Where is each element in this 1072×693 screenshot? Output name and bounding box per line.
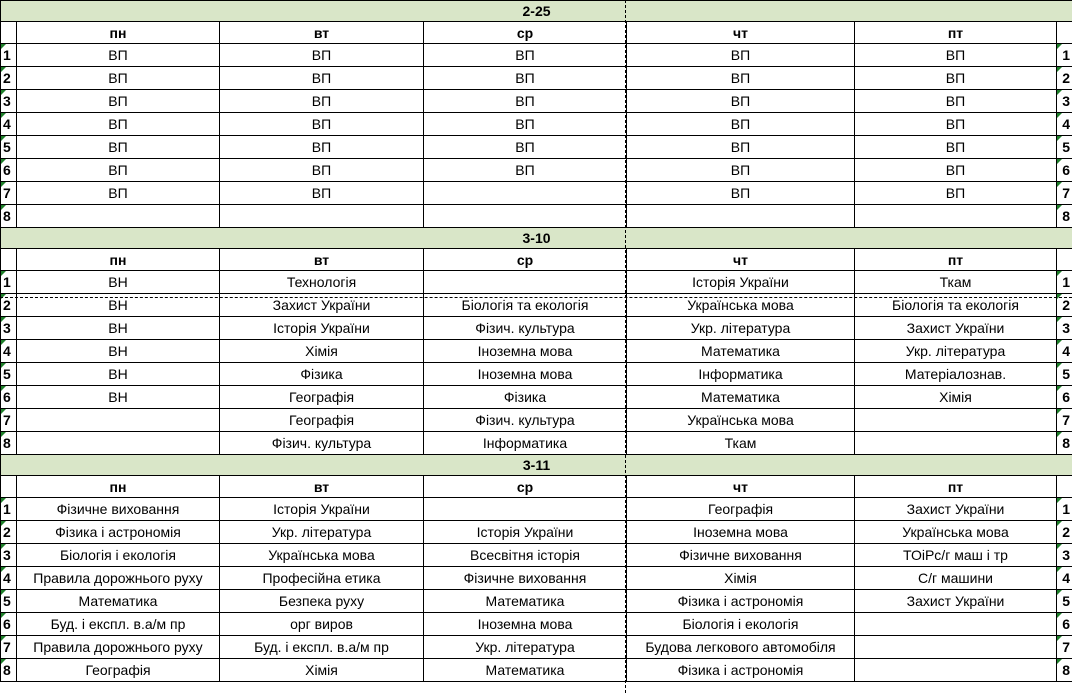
lesson-row [1,90,1072,113]
lesson-number-cell[interactable]: 7 [1,636,17,659]
lesson-cell[interactable]: Ткам [627,432,855,455]
day-header-cell[interactable]: пн [17,249,220,271]
lesson-cell[interactable]: Фізика і астрономія [627,590,855,613]
lesson-number-cell[interactable]: 2 [1057,521,1072,544]
lesson-cell[interactable]: Історія України [220,498,424,521]
lesson-cell[interactable]: ВП [627,182,855,205]
lesson-cell[interactable] [17,409,220,432]
day-header-cell[interactable]: вт [220,22,424,44]
lesson-cell[interactable] [17,432,220,455]
lesson-cell[interactable]: Математика [424,590,627,613]
lesson-number-cell[interactable]: 4 [1,113,17,136]
lesson-cell[interactable]: ВП [17,182,220,205]
corner-cell[interactable] [1057,22,1072,44]
lesson-row [1,317,1072,340]
lesson-number-cell[interactable]: 7 [1057,636,1072,659]
lesson-cell[interactable]: ВН [17,317,220,340]
lesson-cell[interactable]: ВП [855,136,1057,159]
lesson-number-cell[interactable]: 2 [1,67,17,90]
lesson-cell[interactable]: Правила дорожнього руху [17,567,220,590]
lesson-number-cell[interactable]: 4 [1,567,17,590]
lesson-cell[interactable]: ВН [17,386,220,409]
lesson-number-cell[interactable]: 8 [1,659,17,682]
lesson-cell[interactable]: орг виров [220,613,424,636]
lesson-number-cell[interactable]: 8 [1,205,17,228]
lesson-number-cell[interactable]: 3 [1,317,17,340]
lesson-cell[interactable]: Географія [220,386,424,409]
day-header-cell[interactable]: чт [627,249,855,271]
lesson-row [1,271,1072,294]
lesson-cell[interactable]: Фізич. культура [220,432,424,455]
lesson-cell[interactable]: Хімія [220,340,424,363]
section-title[interactable]: 3-11 [1,455,1072,476]
lesson-cell[interactable]: Будова легкового автомобіля [627,636,855,659]
lesson-cell[interactable]: ВН [17,294,220,317]
lesson-cell[interactable]: Українська мова [627,294,855,317]
lesson-cell[interactable]: ВП [627,90,855,113]
day-header-cell[interactable]: вт [220,249,424,271]
lesson-cell[interactable]: Інформатика [424,432,627,455]
corner-cell[interactable] [1057,476,1072,498]
lesson-row [1,636,1072,659]
lesson-cell[interactable]: ВП [424,44,627,67]
lesson-cell[interactable] [855,432,1057,455]
lesson-cell[interactable]: ВП [627,136,855,159]
lesson-cell[interactable]: ВП [17,67,220,90]
lesson-cell[interactable]: Біологія та екологія [424,294,627,317]
lesson-cell[interactable]: Інформатика [627,363,855,386]
lesson-number-cell[interactable]: 6 [1,386,17,409]
lesson-number-cell[interactable]: 8 [1057,205,1072,228]
lesson-number-cell[interactable]: 8 [1,432,17,455]
lesson-cell[interactable]: Буд. і експл. в.а/м пр [17,613,220,636]
lesson-cell[interactable]: Математика [627,340,855,363]
lesson-cell[interactable]: ВП [855,44,1057,67]
lesson-cell[interactable]: ВН [17,363,220,386]
lesson-cell[interactable]: Біологія і екологія [627,613,855,636]
lesson-cell[interactable]: Фізика [424,386,627,409]
lesson-cell[interactable]: Українська мова [627,409,855,432]
lesson-cell[interactable]: ВП [220,44,424,67]
lesson-cell[interactable] [17,205,220,228]
lesson-row [1,113,1072,136]
lesson-cell[interactable]: ВП [855,90,1057,113]
lesson-cell[interactable]: ВП [424,90,627,113]
lesson-cell[interactable]: Фізичне виховання [424,567,627,590]
lesson-number-cell[interactable]: 3 [1,544,17,567]
lesson-cell[interactable]: Безпека руху [220,590,424,613]
day-header-cell[interactable]: пт [855,249,1057,271]
lesson-cell[interactable]: Технологія [220,271,424,294]
lesson-cell[interactable]: ВП [17,90,220,113]
lesson-cell[interactable]: Фізич. культура [424,409,627,432]
lesson-number-cell[interactable]: 7 [1,182,17,205]
lesson-cell[interactable]: Захист України [855,590,1057,613]
lesson-cell[interactable] [424,205,627,228]
lesson-cell[interactable]: Фізика і астрономія [627,659,855,682]
section-title-row [1,455,1072,476]
lesson-cell[interactable]: ВП [424,113,627,136]
lesson-cell[interactable] [855,636,1057,659]
lesson-cell[interactable]: Українська мова [220,544,424,567]
lesson-number-cell[interactable]: 1 [1057,44,1072,67]
lesson-cell[interactable]: Історія України [627,271,855,294]
lesson-cell[interactable]: ВП [220,136,424,159]
lesson-cell[interactable]: Правила дорожнього руху [17,636,220,659]
lesson-number-cell[interactable]: 5 [1057,363,1072,386]
day-header-row [1,249,1072,271]
lesson-cell[interactable]: Українська мова [855,521,1057,544]
lesson-row [1,67,1072,90]
lesson-cell[interactable]: Укр. література [855,340,1057,363]
corner-cell[interactable] [1,476,17,498]
lesson-cell[interactable]: Географія [220,409,424,432]
lesson-number-cell[interactable]: 7 [1057,409,1072,432]
lesson-cell[interactable] [424,182,627,205]
section-title-row [1,228,1072,249]
lesson-cell[interactable]: Географія [17,659,220,682]
page-break-vertical [625,0,626,693]
lesson-cell[interactable]: Іноземна мова [424,363,627,386]
lesson-number-cell[interactable]: 6 [1,613,17,636]
lesson-cell[interactable]: Фізика і астрономія [17,521,220,544]
lesson-cell[interactable]: ВП [424,67,627,90]
lesson-number-cell[interactable]: 2 [1057,67,1072,90]
lesson-number-cell[interactable]: 1 [1057,271,1072,294]
lesson-cell[interactable]: ВП [627,159,855,182]
lesson-row [1,432,1072,455]
lesson-number-cell[interactable]: 6 [1,159,17,182]
day-header-cell[interactable]: вт [220,476,424,498]
lesson-number-cell[interactable]: 1 [1,44,17,67]
lesson-number-cell[interactable]: 5 [1057,590,1072,613]
lesson-number-cell[interactable]: 5 [1,363,17,386]
lesson-cell[interactable]: ВП [424,136,627,159]
lesson-cell[interactable]: ВП [220,113,424,136]
lesson-cell[interactable]: Хімія [220,659,424,682]
day-header-cell[interactable]: ср [424,22,627,44]
lesson-row [1,544,1072,567]
section-title[interactable]: 2-25 [1,1,1072,22]
lesson-number-cell[interactable]: 3 [1,90,17,113]
lesson-row [1,205,1072,228]
lesson-cell[interactable]: Фізика [220,363,424,386]
lesson-cell[interactable] [424,498,627,521]
lesson-cell[interactable]: ВН [17,271,220,294]
lesson-number-cell[interactable]: 1 [1057,498,1072,521]
lesson-number-cell[interactable]: 7 [1,409,17,432]
lesson-cell[interactable]: ВП [220,159,424,182]
day-header-cell[interactable]: чт [627,22,855,44]
lesson-cell[interactable]: Фізичне виховання [17,498,220,521]
lesson-cell[interactable]: Історія України [220,317,424,340]
lesson-cell[interactable]: Історія України [424,521,627,544]
lesson-number-cell[interactable]: 3 [1057,317,1072,340]
lesson-number-cell[interactable]: 1 [1,498,17,521]
lesson-cell[interactable]: ВН [17,340,220,363]
lesson-cell[interactable]: Математика [627,386,855,409]
lesson-number-cell[interactable]: 2 [1057,294,1072,317]
lesson-number-cell[interactable]: 4 [1057,340,1072,363]
lesson-cell[interactable]: ТОіРс/г маш і тр [855,544,1057,567]
lesson-cell[interactable]: Матеріалознав. [855,363,1057,386]
lesson-cell[interactable]: Хімія [855,386,1057,409]
lesson-cell[interactable]: ВП [220,90,424,113]
lesson-row [1,521,1072,544]
lesson-cell[interactable]: Укр. література [627,317,855,340]
lesson-cell[interactable]: Іноземна мова [424,340,627,363]
lesson-cell[interactable]: ВП [220,182,424,205]
lesson-row [1,136,1072,159]
lesson-cell[interactable] [627,205,855,228]
corner-cell[interactable] [1,249,17,271]
lesson-number-cell[interactable]: 5 [1,590,17,613]
lesson-cell[interactable]: Біологія і екологія [17,544,220,567]
lesson-row [1,386,1072,409]
lesson-cell[interactable] [855,613,1057,636]
lesson-number-cell[interactable]: 2 [1,521,17,544]
day-header-row [1,22,1072,44]
lesson-cell[interactable]: Ткам [855,271,1057,294]
lesson-cell[interactable]: Укр. література [424,636,627,659]
lesson-cell[interactable]: ВП [855,113,1057,136]
lesson-number-cell[interactable]: 6 [1057,613,1072,636]
lesson-cell[interactable] [424,271,627,294]
lesson-cell[interactable]: Всесвітня історія [424,544,627,567]
lesson-cell[interactable]: Іноземна мова [424,613,627,636]
lesson-cell[interactable]: ВП [17,136,220,159]
lesson-number-cell[interactable]: 4 [1,340,17,363]
lesson-row [1,44,1072,67]
lesson-row [1,567,1072,590]
lesson-cell[interactable]: ВП [855,182,1057,205]
lesson-row [1,340,1072,363]
lesson-cell[interactable] [855,205,1057,228]
lesson-cell[interactable]: ВП [855,67,1057,90]
lesson-cell[interactable]: ВП [17,113,220,136]
day-header-cell[interactable]: пн [17,22,220,44]
lesson-cell[interactable] [220,205,424,228]
lesson-cell[interactable]: Іноземна мова [627,521,855,544]
lesson-cell[interactable]: Буд. і експл. в.а/м пр [220,636,424,659]
lesson-cell[interactable] [855,409,1057,432]
day-header-cell[interactable]: пт [855,476,1057,498]
lesson-number-cell[interactable]: 7 [1057,182,1072,205]
day-header-cell[interactable]: чт [627,476,855,498]
lesson-row [1,613,1072,636]
day-header-cell[interactable]: пн [17,476,220,498]
lesson-number-cell[interactable]: 4 [1057,567,1072,590]
lesson-number-cell[interactable]: 3 [1057,90,1072,113]
lesson-cell[interactable]: Біологія та екологія [855,294,1057,317]
lesson-row [1,182,1072,205]
lesson-row [1,498,1072,521]
lesson-row [1,590,1072,613]
day-header-row [1,476,1072,498]
day-header-cell[interactable]: пт [855,22,1057,44]
lesson-cell[interactable]: ВП [627,113,855,136]
lesson-number-cell[interactable]: 8 [1057,659,1072,682]
lesson-number-cell[interactable]: 8 [1057,432,1072,455]
lesson-cell[interactable]: Захист України [220,294,424,317]
lesson-cell[interactable]: Захист України [855,317,1057,340]
lesson-number-cell[interactable]: 4 [1057,113,1072,136]
lesson-cell[interactable]: ВП [855,159,1057,182]
corner-cell[interactable] [1057,249,1072,271]
lesson-number-cell[interactable]: 5 [1057,136,1072,159]
lesson-cell[interactable]: Фізич. культура [424,317,627,340]
lesson-cell[interactable]: Хімія [627,567,855,590]
page-break-horizontal [0,297,1072,298]
lesson-number-cell[interactable]: 2 [1,294,17,317]
day-header-cell[interactable]: ср [424,249,627,271]
lesson-cell[interactable] [855,659,1057,682]
lesson-cell[interactable]: ВП [17,159,220,182]
lesson-row [1,659,1072,682]
lesson-cell[interactable]: ВП [17,44,220,67]
corner-cell[interactable] [1,22,17,44]
section-title[interactable]: 3-10 [1,228,1072,249]
lesson-cell[interactable]: ВП [220,67,424,90]
lesson-cell[interactable]: ВП [627,44,855,67]
lesson-number-cell[interactable]: 3 [1057,544,1072,567]
lesson-number-cell[interactable]: 1 [1,271,17,294]
lesson-row [1,409,1072,432]
lesson-number-cell[interactable]: 6 [1057,386,1072,409]
lesson-cell[interactable]: Математика [424,659,627,682]
lesson-number-cell[interactable]: 6 [1057,159,1072,182]
lesson-number-cell[interactable]: 5 [1,136,17,159]
lesson-cell[interactable]: Математика [17,590,220,613]
lesson-row [1,159,1072,182]
lesson-row [1,363,1072,386]
lesson-cell[interactable]: Укр. література [220,521,424,544]
day-header-cell[interactable]: ср [424,476,627,498]
lesson-cell[interactable]: Професійна етика [220,567,424,590]
lesson-cell[interactable]: С/г машини [855,567,1057,590]
section-title-row [1,1,1072,22]
lesson-cell[interactable]: Географія [627,498,855,521]
lesson-cell[interactable]: ВП [424,159,627,182]
lesson-cell[interactable]: ВП [627,67,855,90]
lesson-cell[interactable]: Фізичне виховання [627,544,855,567]
lesson-cell[interactable]: Захист України [855,498,1057,521]
